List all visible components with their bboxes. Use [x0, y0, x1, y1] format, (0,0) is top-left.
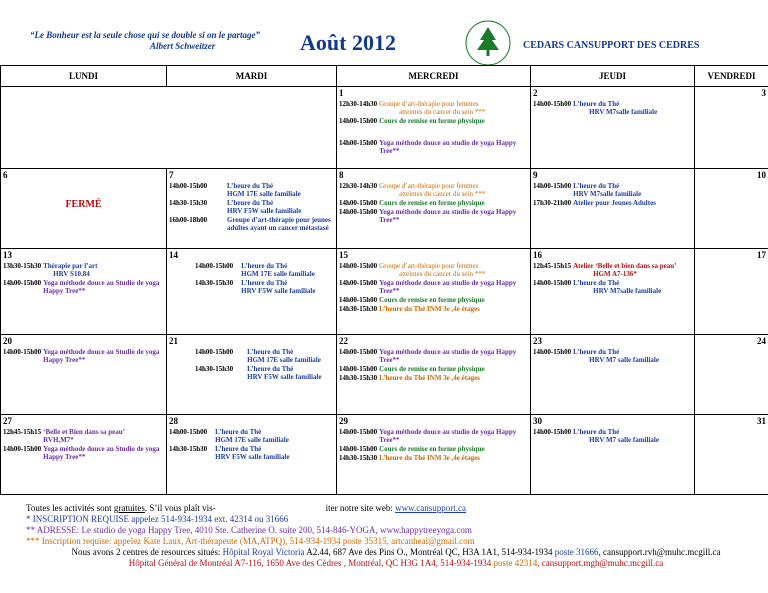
event [3, 279, 164, 295]
event [339, 208, 528, 224]
event-desc-line: L’heure du Thé [573, 100, 620, 108]
footer-phone-ext: poste 42314 [493, 558, 538, 568]
day-number: 17 [757, 250, 766, 260]
event [533, 428, 692, 444]
event-desc-line: RVH,M7* [43, 436, 74, 444]
day-number: 29 [339, 416, 348, 426]
footer-text: . S’il vous plaît vis- [144, 503, 216, 513]
event-time: 14h00-15h00 [339, 365, 378, 373]
event-desc: L’heure du Thé INM 3e ,4e étages [379, 305, 480, 313]
cansupport-logo [463, 18, 513, 68]
quote-text: “Le Bonheur est la seule chose qui se double si on le partage” [30, 30, 261, 40]
day-number: 9 [533, 170, 538, 180]
event [3, 262, 164, 278]
day-number: 24 [757, 336, 766, 346]
event-desc-line: HRV M7salle familiale [573, 190, 642, 198]
event-desc: Groupe d’art-thérapie pour jeunes adultes ayant un cancer métastasé [227, 216, 331, 232]
event-desc [379, 182, 528, 198]
event-desc: Cours de remise en forme physique [379, 199, 485, 207]
event-time: 14h00-15h00 [339, 279, 378, 287]
event-desc: Cours de remise en forme physique [379, 117, 485, 125]
week-row-3 [1, 249, 768, 335]
day-number: 21 [169, 336, 178, 346]
day-cell-30 [531, 415, 695, 495]
event-time: 14h00-15h00 [339, 348, 378, 356]
day-number: 22 [339, 336, 348, 346]
event-desc-line: HGM 17E salle familiale [215, 436, 289, 444]
event-desc-line: Groupe d’art-thérapie pour femmes [379, 100, 479, 108]
day-cell-2 [531, 87, 695, 169]
website-link[interactable]: www.cansupport.ca [395, 503, 467, 513]
event-time: 14h30-15h30 [339, 374, 378, 382]
empty-cell [1, 87, 337, 169]
event [339, 428, 528, 444]
event-desc: Yoga méthode douce au studio de yoga Happy Tree** [379, 348, 517, 364]
event [339, 279, 528, 295]
week-row-4 [1, 335, 768, 415]
event-desc [43, 428, 164, 444]
footer-line-3: ** ADRESSE: Le studio de yoga Happy Tree, 4010 Ste. Catherine O. suite 200, 514-846-YOGA, www.happytreeyoga.com [26, 525, 472, 535]
event-desc [573, 182, 692, 198]
event-desc-line: ‘Belle et Bien dans sa peau’ [43, 428, 125, 436]
event-desc-line: L’heure du Thé [215, 428, 262, 436]
event-time: 14h00-15h00 [195, 348, 234, 356]
day-cell-1 [337, 87, 531, 169]
event-desc [235, 279, 334, 295]
footer-email: , cansupport.rvh@muhc.mcgill.ca [598, 547, 721, 557]
event-desc-line: L’heure du Thé [573, 428, 620, 436]
event-desc-line: Atelier ‘Belle et bien dans sa peau’ [573, 262, 677, 270]
event-desc: Cours de remise en forme physique [379, 365, 485, 373]
event-desc: Yoga méthode douce au studio de yoga Happy Tree** [379, 428, 517, 444]
footer-line-6 [26, 558, 766, 569]
event [339, 262, 528, 278]
footer-text: Nous avons 2 centres de resources situés: [71, 547, 223, 557]
footer-hospital-name: Hôpital Royal Victoria [222, 547, 305, 557]
event [339, 296, 528, 304]
day-cell-24 [695, 335, 768, 415]
event-time: 14h00-15h00 [339, 262, 378, 270]
event-time: 14h00-15h00 [169, 428, 208, 436]
event-time: 14h00-15h00 [339, 139, 378, 147]
event-desc [215, 182, 334, 198]
event-desc: L’heure du Thé INM 3e ,4e étages [379, 374, 480, 382]
event-desc: Yoga méthode douce au studio de yoga Happy Tree** [379, 139, 517, 155]
event-desc: Cours de remise en forme physique [379, 296, 485, 304]
event-desc-line: L’heure du Thé [247, 348, 294, 356]
weekday-thursday: JEUDI [531, 66, 695, 87]
event-desc-line: HRV M7salle familiale [593, 287, 662, 295]
event-time: 12h30-14h30 [339, 100, 378, 108]
day-cell-15 [337, 249, 531, 335]
footer-line-2: * INSCRIPTION REQUISE appelez 514-934-1934 ext. 42314 ou 31666 [26, 514, 289, 524]
day-number: 27 [3, 416, 12, 426]
footer-email: , cansupport.mgh@muhc.mcgill.ca [537, 558, 664, 568]
event-time: 17h30-21h00 [533, 199, 572, 207]
calendar-table [0, 65, 768, 495]
event [169, 216, 334, 232]
event [169, 445, 334, 461]
event [533, 262, 692, 278]
event-desc-line: HRV F5W salle familiale [247, 373, 322, 381]
event-desc [209, 428, 334, 444]
event-desc-line: atteintes du cancer du sein *** [399, 190, 486, 198]
event-time: 14h00-15h00 [339, 428, 378, 436]
footer-text: A2.44, 687 Ave des Pins O., Montréal QC, H3A 1A1, 514-934-1934 [304, 547, 555, 557]
day-number: 23 [533, 336, 542, 346]
event-time: 12h45-15h15 [3, 428, 42, 436]
day-number: 3 [761, 88, 766, 98]
footer-line-4: *** Inscription requise: appelez Kate Laux, Art-thérapeute (MA,ATPQ), 514-934-1934 poste 35315, artcanheal@gmail.com [26, 536, 475, 546]
event-desc [573, 428, 692, 444]
day-number: 31 [757, 416, 766, 426]
event-desc [43, 262, 164, 278]
event [339, 182, 528, 198]
day-cell-14 [167, 249, 337, 335]
event-desc [379, 100, 528, 116]
event-time: 14h00-15h00 [3, 445, 42, 453]
day-number: 2 [533, 88, 538, 98]
event-desc-line: L’heure du Thé [227, 199, 274, 207]
event-desc-line: L’heure du Thé [247, 365, 294, 373]
event-time: 14h30-15h30 [169, 445, 208, 453]
footer-free-text: gratuites [113, 503, 145, 513]
event-time: 14h30-15h30 [195, 365, 234, 373]
event-desc [235, 262, 334, 278]
event-desc-line: atteintes du cancer du sein *** [399, 108, 486, 116]
day-cell-27 [1, 415, 167, 495]
footer-text: Toutes les activités sont [26, 503, 114, 513]
footer-hospital-name: Hôpital Général de Montréal [128, 558, 233, 568]
event-time: 16h00-18h00 [169, 216, 208, 224]
quote-author: Albert Schweitzer [150, 41, 216, 51]
event-desc: Cours de remise en forme physique [379, 445, 485, 453]
event-desc-line: L’heure du Thé [573, 182, 620, 190]
event [169, 428, 334, 444]
event [3, 348, 164, 364]
week-row-1 [1, 87, 768, 169]
event-desc: Yoga méthode douce au Studio de yoga Happy Tree** [43, 279, 160, 295]
day-number: 28 [169, 416, 178, 426]
event-desc-line: Groupe d’art-thérapie pour femmes [379, 262, 479, 270]
event-desc-line: HRV M7 salle familiale [589, 436, 659, 444]
event [169, 279, 334, 295]
weekday-wednesday: MERCREDI [337, 66, 531, 87]
day-cell-16 [531, 249, 695, 335]
event-desc-line: L’heure du Thé [241, 279, 288, 287]
event-desc-line: L’heure du Thé [227, 182, 274, 190]
event [169, 182, 334, 198]
day-number: 30 [533, 416, 542, 426]
weekday-header-row [1, 66, 768, 87]
event-time: 14h00-15h00 [533, 100, 572, 108]
event-time: 14h00-15h00 [339, 296, 378, 304]
event-time: 14h00-15h00 [339, 117, 378, 125]
closed-label: FERMÉ [65, 199, 102, 210]
event-time: 12h45-15h15 [533, 262, 572, 270]
event-desc-line: HRV S10.84 [53, 270, 90, 278]
event-time: 14h00-15h00 [533, 348, 572, 356]
event [339, 348, 528, 364]
event-desc [573, 262, 692, 278]
event-desc: Yoga méthode douce au studio de yoga Happy Tree** [379, 208, 517, 224]
day-number: 1 [339, 88, 344, 98]
event [169, 348, 334, 364]
event [533, 100, 692, 116]
day-cell-28 [167, 415, 337, 495]
day-number: 6 [3, 170, 8, 180]
footer-line-5 [26, 547, 766, 558]
week-row-2 [1, 169, 768, 249]
event-time: 14h00-15h00 [169, 182, 208, 190]
event-time: 14h30-15h30 [339, 305, 378, 313]
event [339, 445, 528, 453]
event-desc: Yoga méthode douce au Studio de yoga Happy Tree** [43, 348, 160, 364]
day-number: 14 [169, 250, 178, 260]
event-desc: Yoga méthode douce au studio de yoga Happy Tree** [379, 279, 517, 295]
day-cell-9 [531, 169, 695, 249]
event-time: 14h00-15h00 [3, 279, 42, 287]
day-number: 10 [757, 170, 766, 180]
event-desc-line: HRV F5W salle familiale [227, 207, 302, 215]
event-time: 13h30-15h30 [3, 262, 42, 270]
event-time: 14h00-15h00 [339, 208, 378, 216]
event-time: 14h00-15h00 [3, 348, 42, 356]
event [339, 305, 528, 313]
event-desc-line: atteintes du cancer du sein *** [399, 270, 486, 278]
event-desc [573, 279, 692, 295]
event-desc-line: HGM 17E salle familiale [247, 356, 321, 364]
footer-text: A7-116, 1650 Ave des Cèdres , Montréal, QC H3G 1A4, 514-934-1934 [232, 558, 494, 568]
day-number: 13 [3, 250, 12, 260]
event [3, 445, 164, 461]
day-cell-3 [695, 87, 768, 169]
weekday-monday: LUNDI [1, 66, 167, 87]
event-desc-line: HGM 17E salle familiale [241, 270, 315, 278]
day-cell-22 [337, 335, 531, 415]
day-cell-29 [337, 415, 531, 495]
event-desc-line: HRV F5W salle familiale [215, 453, 290, 461]
day-cell-13 [1, 249, 167, 335]
event-time: 12h30-14h30 [339, 182, 378, 190]
event-desc [379, 262, 528, 278]
event-desc-line: HRV F5W salle familiale [241, 287, 316, 295]
event-time: 14h00-15h00 [533, 428, 572, 436]
footer-phone-ext: poste 31666 [554, 547, 599, 557]
event [533, 348, 692, 364]
event [339, 199, 528, 207]
event [533, 182, 692, 198]
event-desc-line: HRV M7 salle familiale [589, 356, 659, 364]
day-number: 7 [169, 170, 174, 180]
event-desc-line: Groupe d’art-thérapie pour femmes [379, 182, 479, 190]
event [339, 365, 528, 373]
footer-line-1 [26, 503, 766, 514]
week-row-5 [1, 415, 768, 495]
event-desc [573, 348, 692, 364]
day-cell-10 [695, 169, 768, 249]
day-number: 20 [3, 336, 12, 346]
event [169, 365, 334, 381]
day-cell-23 [531, 335, 695, 415]
event-desc: Atelier pour Jeunes Adultes [573, 199, 656, 207]
event-time: 14h00-15h00 [533, 182, 572, 190]
footer-text: iter notre site web: [325, 503, 396, 513]
day-number: 15 [339, 250, 348, 260]
event-desc [573, 100, 692, 116]
day-number: 16 [533, 250, 542, 260]
event [339, 117, 528, 125]
event-time: 14h00-15h00 [339, 445, 378, 453]
day-number: 8 [339, 170, 344, 180]
event-desc-line: HRV M7salle familiale [589, 108, 658, 116]
event [533, 279, 692, 295]
event-desc-line: HGM A7-136* [593, 270, 637, 278]
event-time: 14h30-15h30 [195, 279, 234, 287]
day-cell-17 [695, 249, 768, 335]
event [533, 199, 692, 207]
event-desc [215, 199, 334, 215]
event-desc [235, 365, 334, 381]
day-cell-21 [167, 335, 337, 415]
event [339, 100, 528, 116]
event [169, 262, 334, 278]
day-cell-7 [167, 169, 337, 249]
day-cell-8 [337, 169, 531, 249]
event-desc-line: Thérapie par l’art [43, 262, 98, 270]
event [339, 454, 528, 462]
event-desc: L’heure du Thé INM 3e ,4e étages [379, 454, 480, 462]
event-time: 14h00-15h00 [195, 262, 234, 270]
event-desc-line: L’heure du Thé [573, 348, 620, 356]
event-desc [209, 445, 334, 461]
event [339, 374, 528, 382]
day-cell-6 [1, 169, 167, 249]
event-desc: Yoga méthode douce au Studio de yoga Happy Tree** [43, 445, 160, 461]
event-desc [235, 348, 334, 364]
event [3, 428, 164, 444]
event-time: 14h30-15h30 [339, 454, 378, 462]
event-time: 14h00-15h00 [339, 199, 378, 207]
event [339, 139, 528, 155]
day-cell-20 [1, 335, 167, 415]
org-name: CEDARS CANSUPPORT DES CEDRES [523, 40, 700, 51]
event-time: 14h00-15h00 [533, 279, 572, 287]
footer-notes [26, 503, 766, 569]
event-desc-line: HGM 17E salle familiale [227, 190, 301, 198]
header-quote [30, 30, 300, 52]
event [169, 199, 334, 215]
page-title: Août 2012 [300, 30, 396, 55]
event-time: 14h30-15h30 [169, 199, 208, 207]
event-desc-line: L’heure du Thé [241, 262, 288, 270]
event-desc-line: L’heure du Thé [573, 279, 620, 287]
weekday-friday: VENDREDI [695, 66, 768, 87]
weekday-tuesday: MARDI [167, 66, 337, 87]
day-cell-31 [695, 415, 768, 495]
event-desc-line: L’heure du Thé [215, 445, 262, 453]
